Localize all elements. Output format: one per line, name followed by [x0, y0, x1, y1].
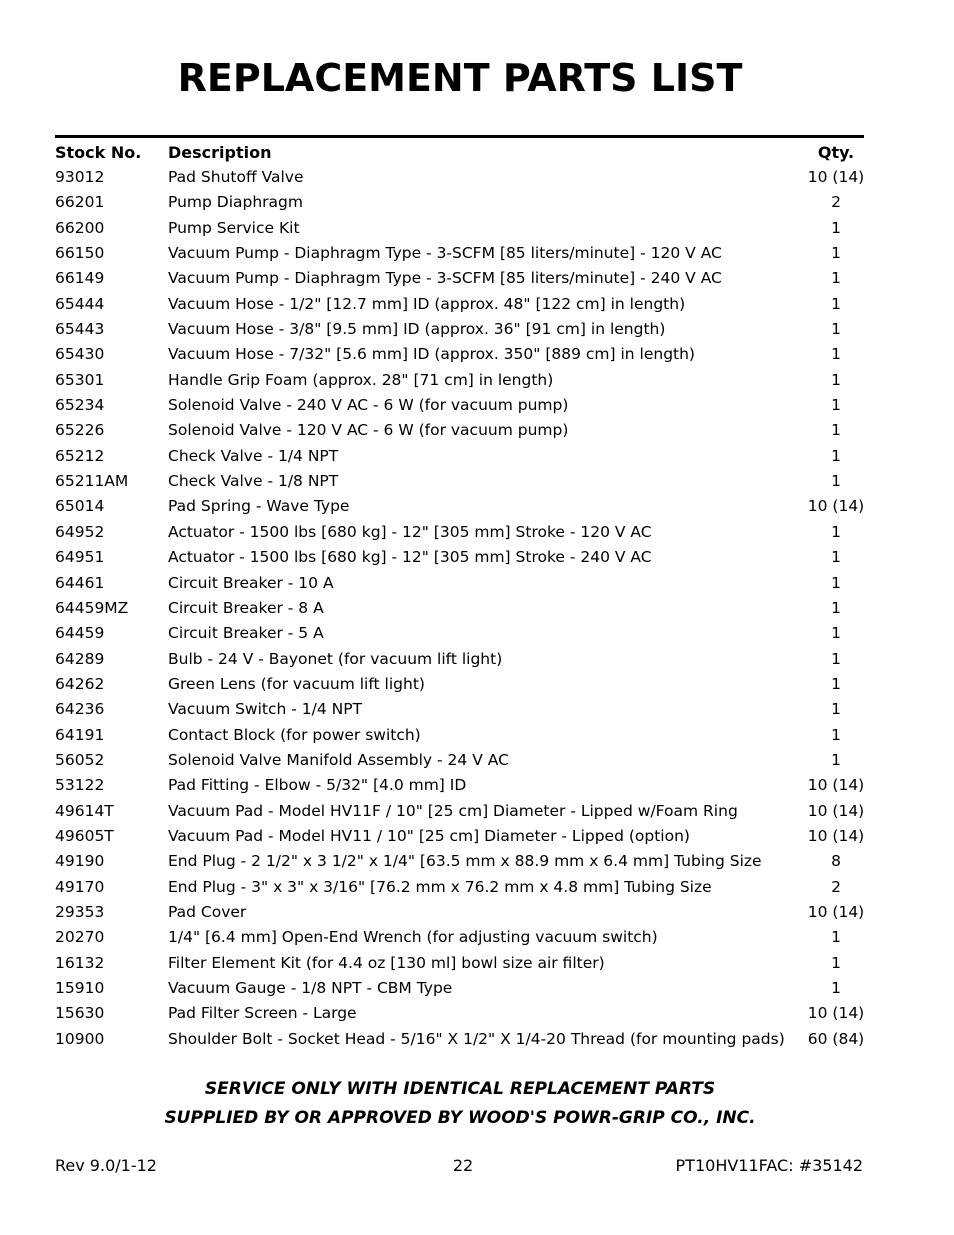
stock-number-cell: 64262: [55, 674, 105, 693]
table-row: [55, 748, 871, 773]
quantity-cell: 1: [831, 472, 841, 491]
stock-number-cell: 66150: [55, 244, 105, 263]
stock-number-cell: 65212: [55, 446, 105, 465]
table-row: [55, 342, 871, 367]
stock-number-cell: 65301: [55, 370, 105, 389]
quantity-cell: 1: [831, 750, 841, 769]
table-row: [55, 571, 871, 596]
table-row: [55, 494, 871, 519]
description-cell: Vacuum Switch - 1/4 NPT: [168, 700, 363, 719]
table-row: [55, 799, 871, 824]
table-row: [55, 849, 871, 874]
quantity-cell: 1: [831, 522, 841, 541]
table-row: [55, 545, 871, 570]
table-row: [55, 317, 871, 342]
stock-number-cell: 49614T: [55, 801, 114, 820]
quantity-cell: 1: [831, 700, 841, 719]
description-cell: Vacuum Pad - Model HV11 / 10" [25 cm] Diameter - Lipped (option): [168, 826, 690, 845]
quantity-cell: 1: [831, 649, 841, 668]
description-cell: End Plug - 3" x 3" x 3/16" [76.2 mm x 76.2 mm x 4.8 mm] Tubing Size: [168, 877, 712, 896]
stock-number-cell: 16132: [55, 953, 105, 972]
stock-number-cell: 65430: [55, 345, 105, 364]
quantity-cell: 10 (14): [807, 801, 865, 820]
table-row: [55, 368, 871, 393]
quantity-cell: 1: [831, 674, 841, 693]
quantity-cell: 1: [831, 548, 841, 567]
parts-table: [55, 140, 871, 1052]
column-header-description: Description: [168, 143, 272, 162]
stock-number-cell: 49190: [55, 852, 105, 871]
quantity-cell: 10 (14): [807, 902, 865, 921]
quantity-cell: 10 (14): [807, 168, 865, 186]
table-row: [55, 900, 871, 925]
table-row: [55, 621, 871, 646]
table-row: [55, 266, 871, 291]
table-row: [55, 672, 871, 697]
stock-number-cell: 64951: [55, 548, 105, 567]
description-cell: Solenoid Valve - 120 V AC - 6 W (for vacuum pump): [168, 421, 569, 440]
description-cell: Solenoid Valve - 240 V AC - 6 W (for vacuum pump): [168, 396, 569, 415]
description-cell: Pad Shutoff Valve: [168, 168, 304, 186]
quantity-cell: 2: [831, 193, 841, 212]
stock-number-cell: 29353: [55, 902, 105, 921]
description-cell: Bulb - 24 V - Bayonet (for vacuum lift light): [168, 649, 503, 668]
quantity-cell: 1: [831, 928, 841, 947]
quantity-cell: 10 (14): [807, 826, 865, 845]
quantity-cell: 10 (14): [807, 497, 865, 516]
stock-number-cell: 15910: [55, 979, 105, 997]
stock-number-cell: 64289: [55, 649, 105, 668]
description-cell: Vacuum Hose - 1/2" [12.7 mm] ID (approx. 48" [122 cm] in length): [168, 294, 686, 313]
description-cell: Handle Grip Foam (approx. 28" [71 cm] in length): [168, 370, 554, 389]
quantity-cell: 1: [831, 598, 841, 617]
header-divider: [55, 135, 864, 138]
quantity-cell: 1: [831, 269, 841, 288]
description-cell: Vacuum Gauge - 1/8 NPT - CBM Type: [168, 979, 453, 997]
table-row: [55, 976, 871, 1001]
column-header-stock: Stock No.: [55, 143, 142, 162]
table-row: [55, 824, 871, 849]
description-cell: Pump Diaphragm: [168, 193, 303, 212]
description-cell: End Plug - 2 1/2" x 3 1/2" x 1/4" [63.5 mm x 88.9 mm x 6.4 mm] Tubing Size: [168, 852, 762, 871]
column-header-qty: Qty.: [817, 143, 855, 162]
quantity-cell: 60 (84): [807, 1029, 865, 1048]
stock-number-cell: 15630: [55, 1004, 105, 1023]
stock-number-cell: 64952: [55, 522, 105, 541]
table-row: [55, 418, 871, 443]
quantity-cell: 1: [831, 446, 841, 465]
stock-number-cell: 93012: [55, 168, 105, 186]
service-notice-line-1: SERVICE ONLY WITH IDENTICAL REPLACEMENT PARTS: [204, 1079, 716, 1099]
stock-number-cell: 66200: [55, 218, 105, 237]
quantity-cell: 1: [831, 320, 841, 339]
quantity-cell: 1: [831, 370, 841, 389]
quantity-cell: 2: [831, 877, 841, 896]
stock-number-cell: 64191: [55, 725, 105, 744]
quantity-cell: 1: [831, 573, 841, 592]
table-row: [55, 875, 871, 900]
stock-number-cell: 65443: [55, 320, 105, 339]
table-header-row: [55, 140, 871, 165]
table-row: [55, 241, 871, 266]
quantity-cell: 8: [831, 852, 841, 871]
table-row: [55, 393, 871, 418]
description-cell: Circuit Breaker - 8 A: [168, 598, 324, 617]
footer-page-number: 22: [452, 1156, 474, 1175]
description-cell: Actuator - 1500 lbs [680 kg] - 12" [305 mm] Stroke - 120 V AC: [168, 522, 652, 541]
description-cell: Pad Fitting - Elbow - 5/32" [4.0 mm] ID: [168, 776, 467, 795]
table-row: [55, 951, 871, 976]
quantity-cell: 1: [831, 345, 841, 364]
description-cell: Vacuum Hose - 7/32" [5.6 mm] ID (approx. 350" [889 cm] in length): [168, 345, 695, 364]
stock-number-cell: 65444: [55, 294, 105, 313]
table-row: [55, 925, 871, 950]
description-cell: Circuit Breaker - 10 A: [168, 573, 334, 592]
stock-number-cell: 20270: [55, 928, 105, 947]
stock-number-cell: 64236: [55, 700, 105, 719]
description-cell: Vacuum Hose - 3/8" [9.5 mm] ID (approx. 36" [91 cm] in length): [168, 320, 666, 339]
footer-revision: Rev 9.0/1-12: [55, 1156, 157, 1175]
quantity-cell: 1: [831, 244, 841, 263]
description-cell: Green Lens (for vacuum lift light): [168, 674, 425, 693]
description-cell: Check Valve - 1/4 NPT: [168, 446, 339, 465]
description-cell: Vacuum Pump - Diaphragm Type - 3-SCFM [85 liters/minute] - 240 V AC: [168, 269, 722, 288]
table-row: [55, 469, 871, 494]
stock-number-cell: 49605T: [55, 826, 114, 845]
table-row: [55, 596, 871, 621]
description-cell: Filter Element Kit (for 4.4 oz [130 ml] bowl size air filter): [168, 953, 605, 972]
quantity-cell: 1: [831, 725, 841, 744]
table-row: [55, 190, 871, 215]
table-row: [55, 1027, 871, 1052]
table-row: [55, 697, 871, 722]
table-row: [55, 647, 871, 672]
description-cell: Pump Service Kit: [168, 218, 300, 237]
table-row: [55, 292, 871, 317]
quantity-cell: 1: [831, 624, 841, 643]
quantity-cell: 1: [831, 218, 841, 237]
quantity-cell: 1: [831, 953, 841, 972]
description-cell: Shoulder Bolt - Socket Head - 5/16" X 1/2" X 1/4-20 Thread (for mounting pads): [168, 1029, 785, 1048]
quantity-cell: 10 (14): [807, 1004, 865, 1023]
description-cell: Pad Filter Screen - Large: [168, 1004, 357, 1023]
description-cell: Vacuum Pad - Model HV11F / 10" [25 cm] Diameter - Lipped w/Foam Ring: [168, 801, 738, 820]
stock-number-cell: 56052: [55, 750, 105, 769]
stock-number-cell: 64459MZ: [55, 598, 129, 617]
table-row: [55, 165, 871, 190]
description-cell: Check Valve - 1/8 NPT: [168, 472, 339, 491]
table-row: [55, 1001, 871, 1026]
stock-number-cell: 65014: [55, 497, 105, 516]
table-row: [55, 520, 871, 545]
stock-number-cell: 53122: [55, 776, 105, 795]
description-cell: 1/4" [6.4 mm] Open-End Wrench (for adjusting vacuum switch): [168, 928, 658, 947]
description-cell: Pad Spring - Wave Type: [168, 497, 350, 516]
description-cell: Actuator - 1500 lbs [680 kg] - 12" [305 mm] Stroke - 240 V AC: [168, 548, 652, 567]
service-notice-line-2: SUPPLIED BY OR APPROVED BY WOOD'S POWR-GRIP CO., INC.: [164, 1108, 756, 1128]
quantity-cell: 1: [831, 979, 841, 997]
stock-number-cell: 64461: [55, 573, 105, 592]
quantity-cell: 1: [831, 294, 841, 313]
description-cell: Circuit Breaker - 5 A: [168, 624, 324, 643]
quantity-cell: 10 (14): [807, 776, 865, 795]
description-cell: Pad Cover: [168, 902, 247, 921]
description-cell: Contact Block (for power switch): [168, 725, 421, 744]
stock-number-cell: 65211AM: [55, 472, 129, 491]
table-row: [55, 444, 871, 469]
table-row: [55, 723, 871, 748]
stock-number-cell: 65226: [55, 421, 105, 440]
table-row: [55, 773, 871, 798]
stock-number-cell: 65234: [55, 396, 105, 415]
description-cell: Vacuum Pump - Diaphragm Type - 3-SCFM [85 liters/minute] - 120 V AC: [168, 244, 722, 263]
stock-number-cell: 66201: [55, 193, 105, 212]
stock-number-cell: 49170: [55, 877, 105, 896]
stock-number-cell: 64459: [55, 624, 105, 643]
stock-number-cell: 66149: [55, 269, 105, 288]
quantity-cell: 1: [831, 396, 841, 415]
footer-document-id: PT10HV11FAC: #35142: [675, 1156, 863, 1175]
table-body: [55, 165, 871, 1052]
page-title: REPLACEMENT PARTS LIST: [177, 56, 743, 100]
table-row: [55, 216, 871, 241]
stock-number-cell: 10900: [55, 1029, 105, 1048]
quantity-cell: 1: [831, 421, 841, 440]
description-cell: Solenoid Valve Manifold Assembly - 24 V AC: [168, 750, 509, 769]
